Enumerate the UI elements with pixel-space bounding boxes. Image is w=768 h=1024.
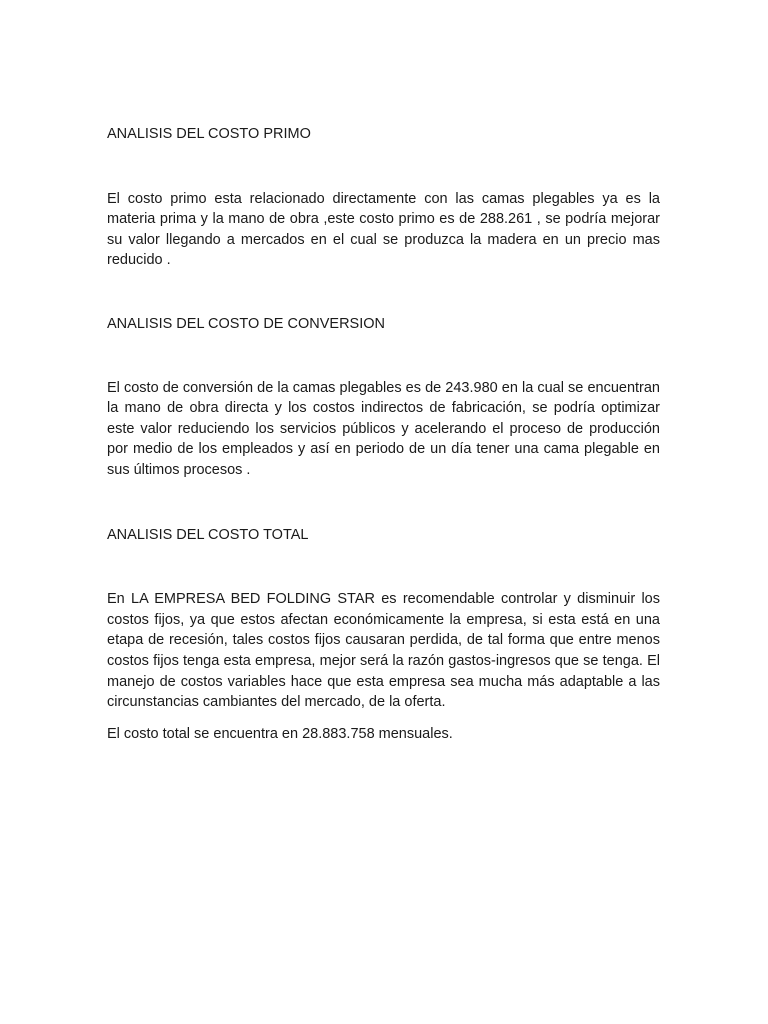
paragraph-costo-primo: El costo primo esta relacionado directamente con las camas plegables ya es la materia prima y la mano de obra ,este costo primo es de 288.261 , se podría mejorar su valor llegando a mercados en el cual se produzca la madera en un precio mas reducido . (107, 190, 660, 269)
document-body (107, 124, 660, 744)
paragraph-costo-conversion: El costo de conversión de la camas plegables es de 243.980 en la cual se encuentran la mano de obra directa y los costos indirectos de fabricación, se podría optimizar este valor reduciendo los servicios públicos y acelerando el proceso de producción por medio de los empleados y así en periodo de un día tener una cama plegable en sus últimos procesos . (107, 379, 660, 478)
section-heading-costo-total: ANALISIS DEL COSTO TOTAL (107, 526, 309, 543)
paragraph-costo-total-value: El costo total se encuentra en 28.883.758 mensuales. (107, 725, 453, 742)
paragraph-costo-total: En LA EMPRESA BED FOLDING STAR es recomendable controlar y disminuir los costos fijos, ya que estos afectan económicamente la empresa, si esta está en una etapa de recesión, tales costos fijos causaran perdida, de tal forma que entre menos costos fijos tenga esta empresa, mejor será la razón gastos-ingresos que se tenga. El manejo de costos variables hace que esta empresa sea mucha más adaptable a las circunstancias cambiantes del mercado, de la oferta. (107, 591, 660, 711)
section-heading-costo-primo: ANALISIS DEL COSTO PRIMO (107, 126, 311, 142)
section-heading-costo-conversion: ANALISIS DEL COSTO DE CONVERSION (107, 315, 385, 332)
